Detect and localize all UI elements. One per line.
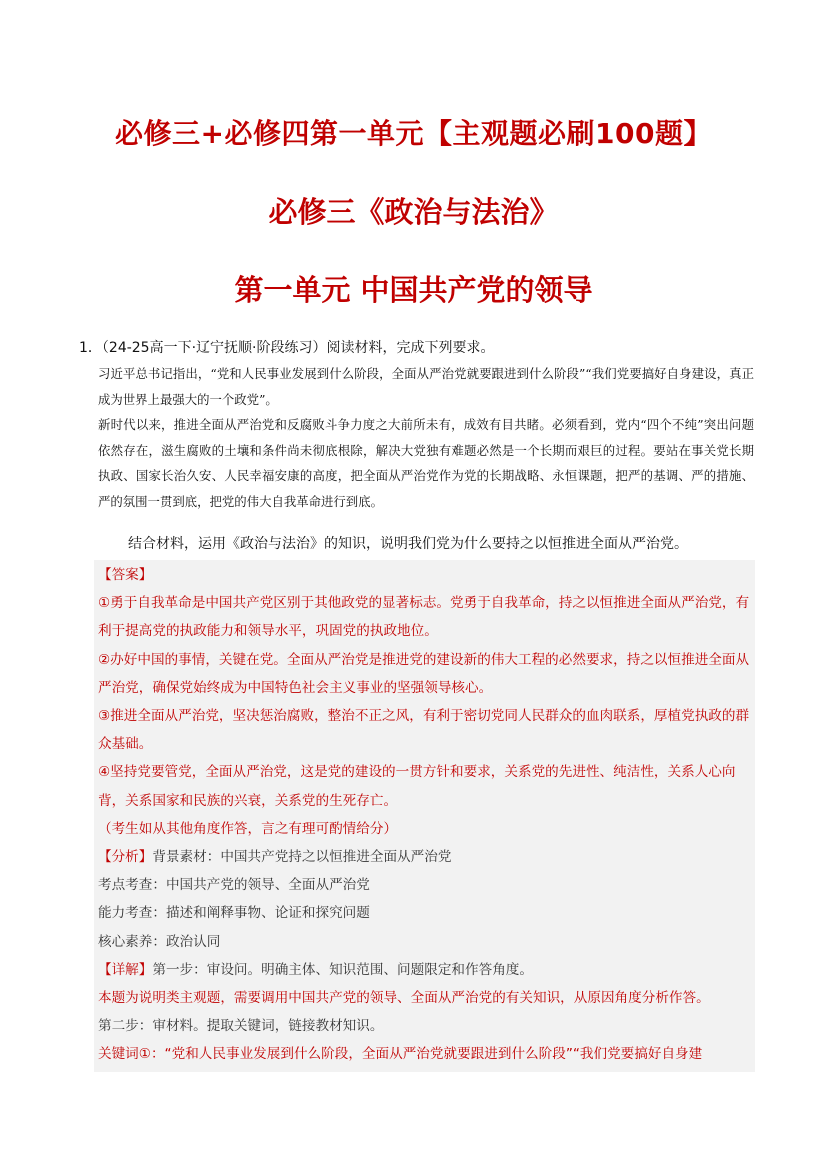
analysis-exam-points: 考点考查：中国共产党的领导、全面从严治党 (98, 877, 370, 894)
answer-point: ①勇于自我革命是中国共产党区别于其他政党的显著标志。党勇于自我革命，持之以恒推进全面从严治党，有利于提高党的执政能力和领导水平，巩固党的执政地位。 (98, 595, 750, 640)
book-title: 必修三《政治与法治》 (268, 195, 559, 229)
answer-label: 【答案】 (98, 567, 153, 583)
analysis-background: 背景素材：中国共产党持之以恒推进全面从严治党 (152, 849, 452, 866)
analysis-label: 【分析】 (98, 849, 153, 866)
detail-step2: 第二步：审材料。提取关键词，链接教材知识。 (98, 1018, 384, 1035)
answer-point: ③推进全面从严治党，坚决惩治腐败，整治不正之风，有利于密切党同人民群众的血肉联系，厚植党执政的群众基础。 (98, 708, 750, 753)
question-instruction: 结合材料，运用《政治与法治》的知识，说明我们党为什么要持之以恒推进全面从严治党。 (128, 536, 688, 552)
answer-point: ④坚持党要管党，全面从严治党，这是党的建设的一贯方针和要求，关系党的先进性、纯洁性，关系人心向背，关系国家和民族的兴衰，关系党的生死存亡。 (98, 764, 736, 809)
detail-step1: 第一步：审设问。明确主体、知识范围、问题限定和作答角度。 (152, 961, 533, 978)
answer-point: ②办好中国的事情，关键在党。全面从严治党是推进党的建设新的伟大工程的必然要求，持之以恒推进全面从严治党，确保党始终成为中国特色社会主义事业的坚强领导核心。 (98, 651, 750, 696)
answer-section (98, 561, 753, 1069)
analysis-ability: 能力考查：描述和阐释事物、论证和探究问题 (98, 905, 370, 922)
detail-label: 【详解】 (98, 961, 153, 978)
answer-note: （考生如从其他角度作答，言之有理可酌情给分） (98, 820, 398, 837)
material-paragraph: 习近平总书记指出，“党和人民事业发展到什么阶段，全面从严治党就要跟进到什么阶段”“我们党要搞好自身建设，真正成为世界上最强大的一个政党”。 (98, 366, 754, 407)
reading-material (98, 361, 754, 514)
detail-line (98, 956, 753, 984)
material-paragraph: 新时代以来，推进全面从严治党和反腐败斗争力度之大前所未有，成效有目共睹。必须看到，党内“四个不纯”突出问题依然存在，滋生腐败的土壤和条件尚未彻底根除，解决大党独有难题必然是一个长期而艰巨的过程。要站在事关党长期执政、国家长治久安、人民幸福安康的高度，把全面从严治党作为党的长期战略、永恒课题，把严的基调、严的措施、严的氛围一贯到底，把党的伟大自我革命进行到底。 (98, 417, 754, 509)
question-header: 1．（24-25高一下·辽宁抚顺·阶段练习）阅读材料，完成下列要求。 (79, 340, 495, 356)
detail-keyword: 关键词①：“党和人民事业发展到什么阶段，全面从严治党就要跟进到什么阶段”“我们党要搞好自身建 (98, 1046, 703, 1063)
detail-step1-text: 本题为说明类主观题，需要调用中国共产党的领导、全面从严治党的有关知识，从原因角度分析作答。 (98, 990, 710, 1007)
main-title: 必修三+必修四第一单元【主观题必刷100题】 (115, 117, 712, 150)
analysis-line (98, 843, 753, 871)
unit-title: 第一单元 中国共产党的领导 (234, 273, 593, 307)
analysis-literacy: 核心素养：政治认同 (98, 933, 221, 950)
